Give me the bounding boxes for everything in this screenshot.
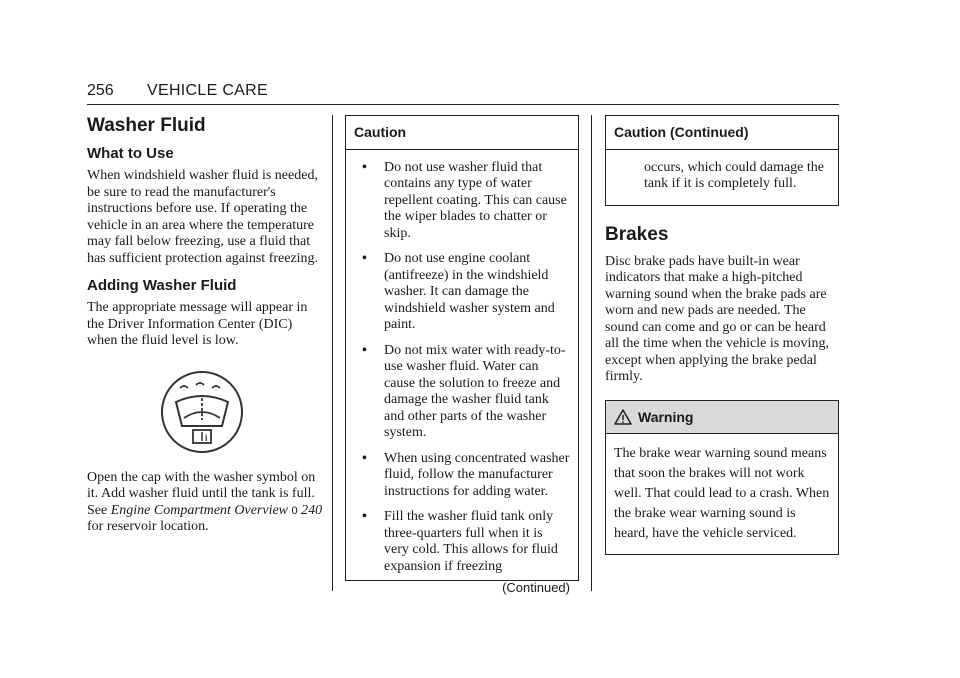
page-number: 256 — [87, 82, 114, 99]
paragraph-adding-washer-fluid: The appropriate message will appear in the Driver Information Center (DIC) when the fluid level is low. — [87, 300, 308, 348]
column-brakes — [605, 115, 839, 555]
section-name: VEHICLE CARE — [147, 82, 268, 99]
paragraph-open-cap: Open the cap with the washer symbol on it. Add washer fluid until the tank is full. See Engine Compartment Overview 0 240 for reservoir location. — [87, 469, 323, 534]
warning-text: The brake wear warning sound means that soon the brakes will not work well. That could lead to a crash. When the brake wear warning sound is heard, have the vehicle serviced. — [614, 446, 830, 541]
warning-title: Warning — [638, 408, 694, 425]
caution-continued-box — [605, 115, 839, 206]
paragraph-what-to-use: When windshield washer fluid is needed, be sure to read the manufacturer's instructions before use. If operating the vehicle in an area where the temperature may fall below freezing, use a fluid that has sufficient protection against freezing. — [87, 168, 319, 266]
continued-label: (Continued) — [502, 580, 570, 595]
caution-item: • Do not use engine coolant (antifreeze) in the windshield washer. It can damage the windshield washer system and paint. — [362, 251, 555, 332]
page-ref-240[interactable]: 240 — [301, 502, 323, 518]
column-washer-fluid — [87, 115, 323, 546]
svg-text:i: i — [205, 432, 208, 443]
caution-continued-text: occurs, which could damage the tank if it is completely full. — [644, 159, 824, 191]
subheading-what-to-use: What to Use — [87, 145, 174, 162]
caution-item: • When using concentrated washer fluid, follow the manufacturer instructions for adding water. — [362, 450, 570, 499]
caution-item: • Do not mix water with ready-to-use washer fluid. Water can cause the solution to freeze and damage the washer fluid tank and other parts of the washer system. — [362, 342, 566, 440]
caution-continued-title: Caution (Continued) — [606, 116, 838, 150]
column-caution — [345, 115, 579, 595]
section-title-washer-fluid: Washer Fluid — [87, 115, 206, 136]
column-divider — [332, 115, 333, 591]
caution-title: Caution — [346, 116, 578, 150]
caution-box — [345, 115, 579, 595]
warning-box — [605, 400, 839, 556]
caution-item: • Do not use washer fluid that contains any type of water repellent coating. This can cause the wiper blades to chatter or skip. — [362, 159, 567, 241]
page-header — [87, 82, 839, 105]
caution-list — [354, 160, 570, 576]
warning-title-bar — [606, 401, 838, 435]
subheading-adding-washer-fluid: Adding Washer Fluid — [87, 277, 237, 294]
link-engine-compartment-overview[interactable]: Engine Compartment Overview — [110, 502, 289, 518]
column-divider — [591, 115, 592, 591]
page-ref-arrow-icon: 0 — [291, 504, 298, 517]
caution-item: • Fill the washer fluid tank only three-quarters full when it is very cold. This allows for fluid expansion if freezing — [362, 509, 558, 574]
washer-fluid-symbol-icon — [160, 370, 244, 454]
section-title-brakes: Brakes — [605, 223, 669, 245]
paragraph-brakes: Disc brake pads have built-in wear indicators that make a high-pitched warning sound when the brake pads are worn and new pads are needed. The sound can come and go or can be heard all the time when the vehicle is moving, except when applying the brake pedal firmly. — [605, 253, 829, 384]
warning-triangle-icon — [614, 409, 632, 425]
